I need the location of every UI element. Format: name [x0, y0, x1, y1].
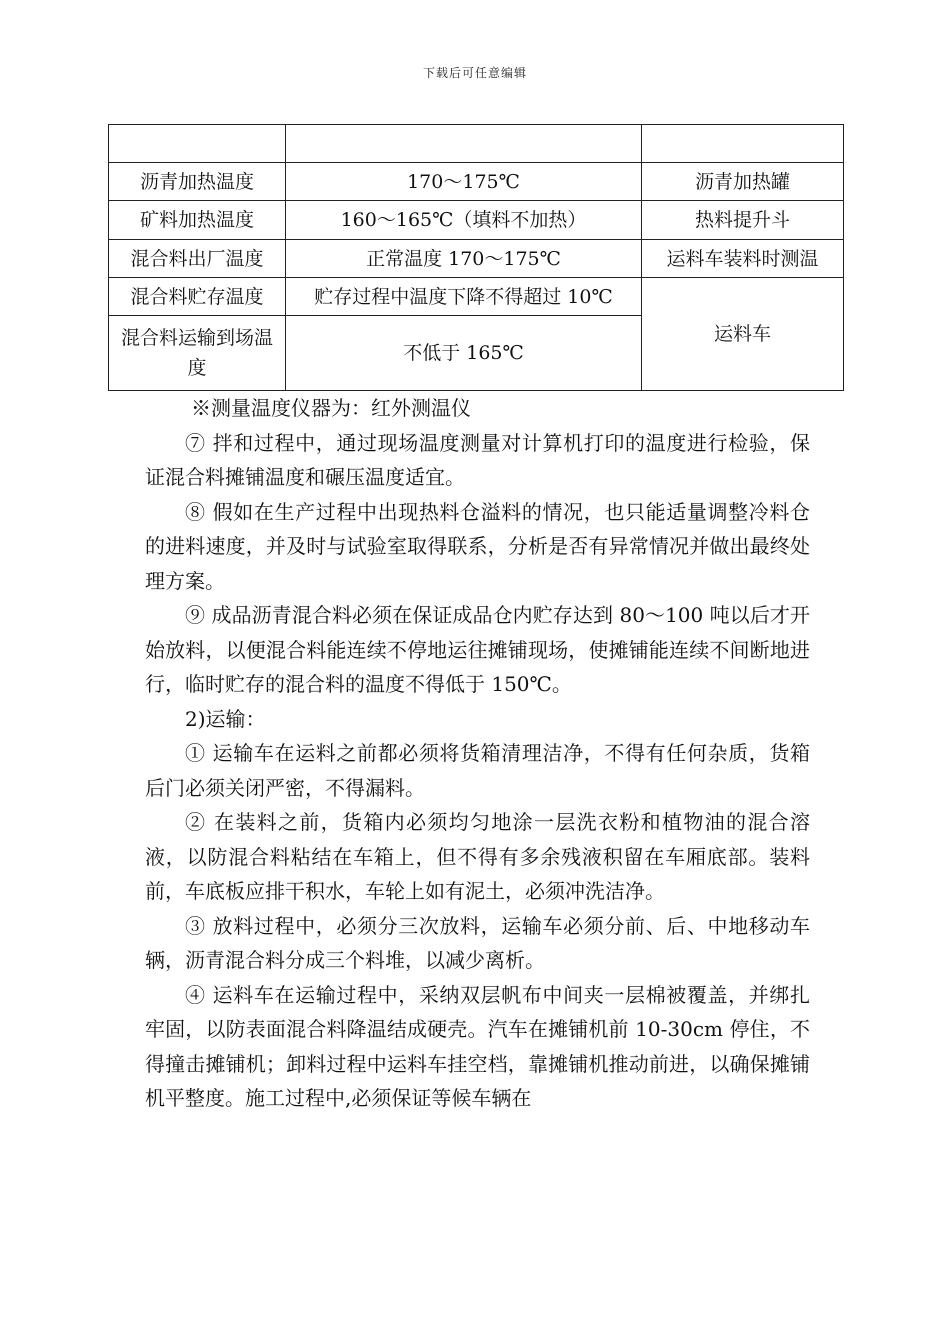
- table-cell: 160～165℃（填料不加热）: [286, 201, 642, 240]
- table-cell: 不低于 165℃: [286, 316, 642, 391]
- table-cell: 正常温度 170～175℃: [286, 240, 642, 278]
- table-row: [109, 240, 844, 278]
- table-cell: 运料车: [642, 278, 844, 391]
- table-cell: 热料提升斗: [642, 201, 844, 240]
- paragraph: ② 在装料之前，货箱内必须均匀地涂一层洗衣粉和植物油的混合溶液，以防混合料粘结在车箱上，但不得有多余残液积留在车厢底部。装料前，车底板应排干积水，车轮上如有泥土，必须冲洗洁净。: [145, 810, 810, 903]
- paragraph: ③ 放料过程中，必须分三次放料，运输车必须分前、后、中地移动车辆，沥青混合料分成三个料堆，以减少离析。: [145, 913, 810, 972]
- paragraph: ⑧ 假如在生产过程中出现热料仓溢料的情况，也只能适量调整冷料仓的进料速度，并及时与试验室取得联系，分析是否有异常情况并做出最终处理方案。: [145, 499, 810, 593]
- table-cell: [642, 125, 844, 163]
- table-cell: 混合料贮存温度: [109, 278, 286, 316]
- table-cell: 混合料出厂温度: [109, 240, 286, 278]
- paragraph: ⑦ 拌和过程中，通过现场温度测量对计算机打印的温度进行检验，保证混合料摊铺温度和碾压温度适宜。: [145, 430, 810, 489]
- table-cell: 运料车装料时测温: [642, 240, 844, 278]
- table-cell: 沥青加热温度: [109, 163, 286, 201]
- table-cell: 170～175℃: [286, 163, 642, 201]
- temperature-table: [108, 124, 844, 391]
- paragraph: ※测量温度仪器为：红外测温仪: [191, 396, 471, 420]
- page-header: 下载后可任意编辑: [422, 66, 527, 80]
- paragraph: 2)运输：: [185, 706, 266, 731]
- table-row: [109, 163, 844, 201]
- table-row: [109, 278, 844, 316]
- paragraph: ① 运输车在运料之前都必须将货箱清理洁净，不得有任何杂质，货箱后门必须关闭严密，不得漏料。: [145, 741, 810, 800]
- paragraph: ④ 运料车在运输过程中，采纳双层帆布中间夹一层棉被覆盖，并绑扎牢固，以防表面混合料降温结成硬壳。汽车在摊铺机前 10-30cm 停住，不得撞击摊铺机；卸料过程中运料车挂空档，靠摊铺机推动前进，以确保摊铺机平整度。施工过程中,必须保证等候车辆在: [145, 982, 810, 1110]
- table-row: [109, 125, 844, 163]
- document-body: [145, 391, 810, 1116]
- paragraph: ⑨ 成品沥青混合料必须在保证成品仓内贮存达到 80～100 吨以后才开始放料，以便混合料能连续不停地运往摊铺现场，使摊铺能连续不间断地进行，临时贮存的混合料的温度不得低于 150℃。: [145, 603, 810, 696]
- table-cell: [286, 125, 642, 163]
- table-cell: 混合料运输到场温度: [109, 316, 286, 391]
- table-row: [109, 201, 844, 240]
- table-cell: [109, 125, 286, 163]
- table-cell: 贮存过程中温度下降不得超过 10℃: [286, 278, 642, 316]
- table-cell: 矿料加热温度: [109, 201, 286, 240]
- table-cell: 沥青加热罐: [642, 163, 844, 201]
